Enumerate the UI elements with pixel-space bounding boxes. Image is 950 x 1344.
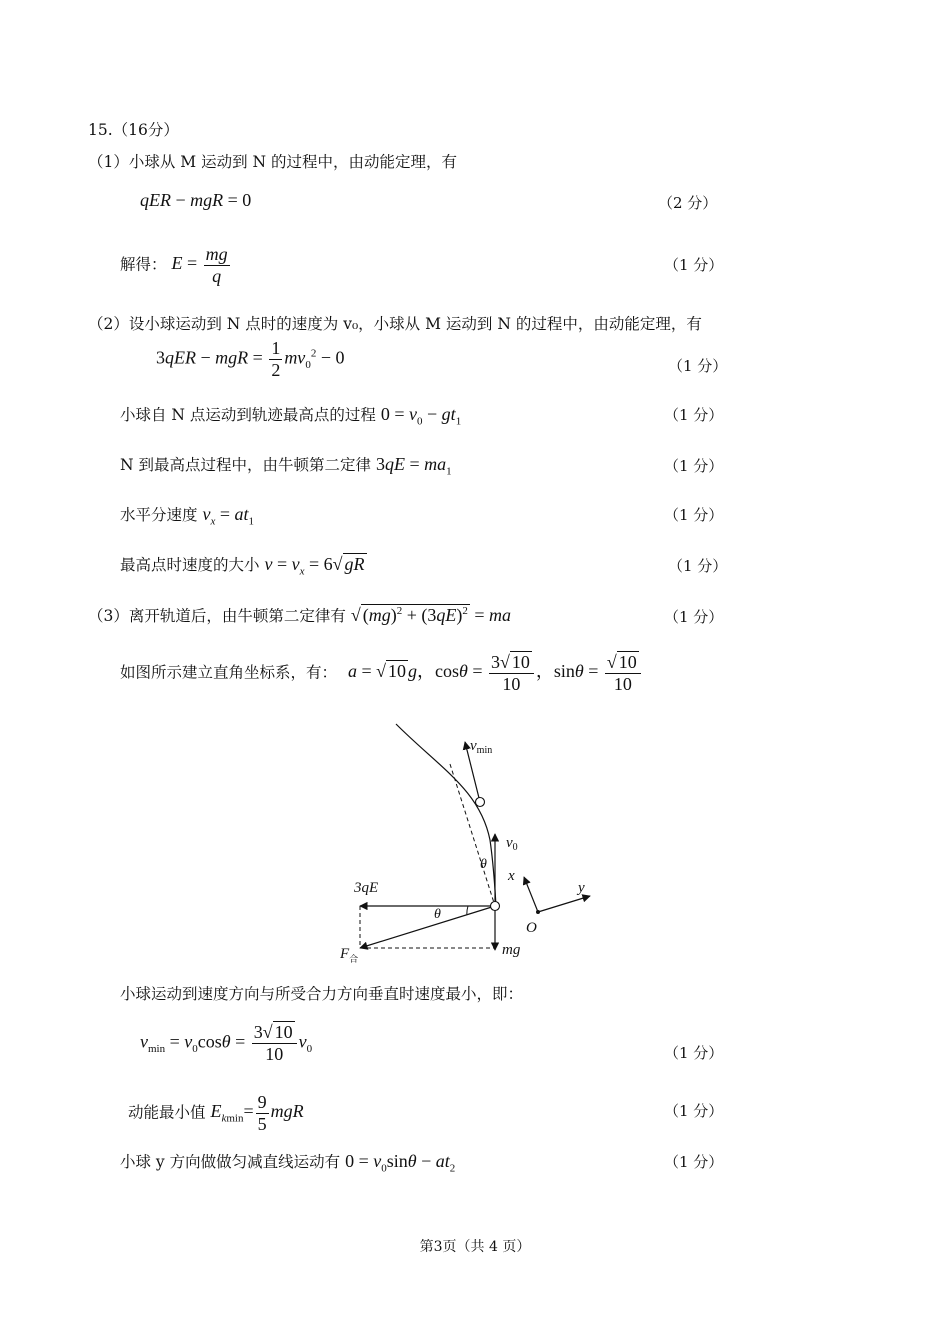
part3-intro: （3）离开轨道后，由牛顿第二定律有 √ $(mg)^2 + (3qE)^2$ = ma <box>88 605 512 625</box>
label-3qE: 3qE <box>354 880 379 896</box>
part3-min-speed-text: 小球运动到速度方向与所受合力方向垂直时速度最小，即： <box>120 985 524 1003</box>
part2-line2-text: 小球自 N 点运动到轨迹最高点的过程 <box>120 406 376 424</box>
part3-ek-line: 动能最小值 $E_{kmin}=$ $\frac{9}{5}$ mgR <box>128 1092 304 1134</box>
solve-label: 解得： <box>120 255 167 274</box>
part3-score-4: （1 分） <box>664 1153 724 1171</box>
part3-score-1: （1 分） <box>664 608 724 626</box>
part2-energy-eq: 3qER − mgR = $\frac{1}{2}$ $mv_0^2 - 0$ <box>156 338 345 380</box>
force-diagram <box>340 720 610 970</box>
label-theta-mid: θ <box>434 907 441 922</box>
part3-score-3: （1 分） <box>664 1102 724 1120</box>
part2-line5: 最高点时速度的大小 $v = v_x = 6√$ gR <box>120 554 365 578</box>
label-mg: mg <box>502 942 521 958</box>
label-y: y <box>578 880 585 896</box>
part2-score-4: （1 分） <box>664 506 724 524</box>
part2-score-5: （1 分） <box>668 557 728 575</box>
part1-score-b: （1 分） <box>664 256 724 274</box>
part1-solution: 解得： E = $\frac{mg}{q}$ <box>120 244 228 286</box>
problem-title: 15.（16分） <box>88 121 179 139</box>
part1-equation: qER − mgR = 0 <box>140 190 252 210</box>
part1-score-a: （2 分） <box>658 194 718 212</box>
part3-coord-line: 如图所示建立直角坐标系，有： a = √ 10 g，cosθ = $\frac{3√ 10}{10}$ ，sinθ = $\frac{√ 10}{10}$ <box>120 652 643 694</box>
part3-vmin-eq: $v_{min} = v_0\cos\theta$ = $\frac{3√ 10}{10}$ $v_0$ <box>140 1022 313 1064</box>
part2-line4: 水平分速度 $v_x = at_1$ <box>120 504 255 528</box>
label-O: O <box>526 920 537 936</box>
origin-dot <box>536 910 540 914</box>
resultant-force-arrow <box>360 906 495 948</box>
part3-y-motion-text: 小球 y 方向做做匀减直线运动有 <box>120 1153 341 1171</box>
part2-line3: N 到最高点过程中，由牛顿第二定律 $3qE = ma_1$ <box>120 454 452 478</box>
x-axis-arrow <box>524 877 538 912</box>
page-footer: 第3页（共 4 页） <box>419 1239 531 1255</box>
label-theta-top: θ <box>480 857 487 872</box>
y-axis-arrow <box>538 896 590 912</box>
part3-score-2: （1 分） <box>664 1044 724 1062</box>
part2-intro: （2）设小球运动到 N 点时的速度为 v₀，小球从 M 运动到 N 的过程中，由动能定理，有 <box>88 315 702 333</box>
part2-score-3: （1 分） <box>664 457 724 475</box>
part2-line4-text: 水平分速度 <box>120 506 198 524</box>
ball-top <box>476 798 485 807</box>
part3-ek-text: 动能最小值 <box>128 1103 206 1122</box>
label-v0: $v_0$ <box>506 835 518 853</box>
angle-arc <box>467 906 468 914</box>
part3-intro-text: （3）离开轨道后，由牛顿第二定律有 <box>88 607 346 625</box>
part3-y-motion-line: 小球 y 方向做做匀减直线运动有 $0 = v_0\sin\theta - at_2$ <box>120 1151 456 1175</box>
dashed-resultant-direction <box>450 764 495 906</box>
part2-line2: 小球自 N 点运动到轨迹最高点的过程 $0 = v_0 - gt_1$ <box>120 404 462 428</box>
part2-line3-text: N 到最高点过程中，由牛顿第二定律 <box>120 456 371 474</box>
part2-score-1: （1 分） <box>668 357 728 375</box>
part2-line5-text: 最高点时速度的大小 <box>120 556 260 574</box>
part2-score-2: （1 分） <box>664 406 724 424</box>
label-vmin: $v_{min}$ <box>470 738 493 756</box>
label-F: $F_合$ <box>340 946 359 964</box>
part1-intro: （1）小球从 M 运动到 N 的过程中，由动能定理，有 <box>88 153 458 171</box>
part3-coord-text: 如图所示建立直角坐标系，有： <box>120 663 338 682</box>
label-x: x <box>508 868 515 884</box>
ball-N <box>491 902 500 911</box>
